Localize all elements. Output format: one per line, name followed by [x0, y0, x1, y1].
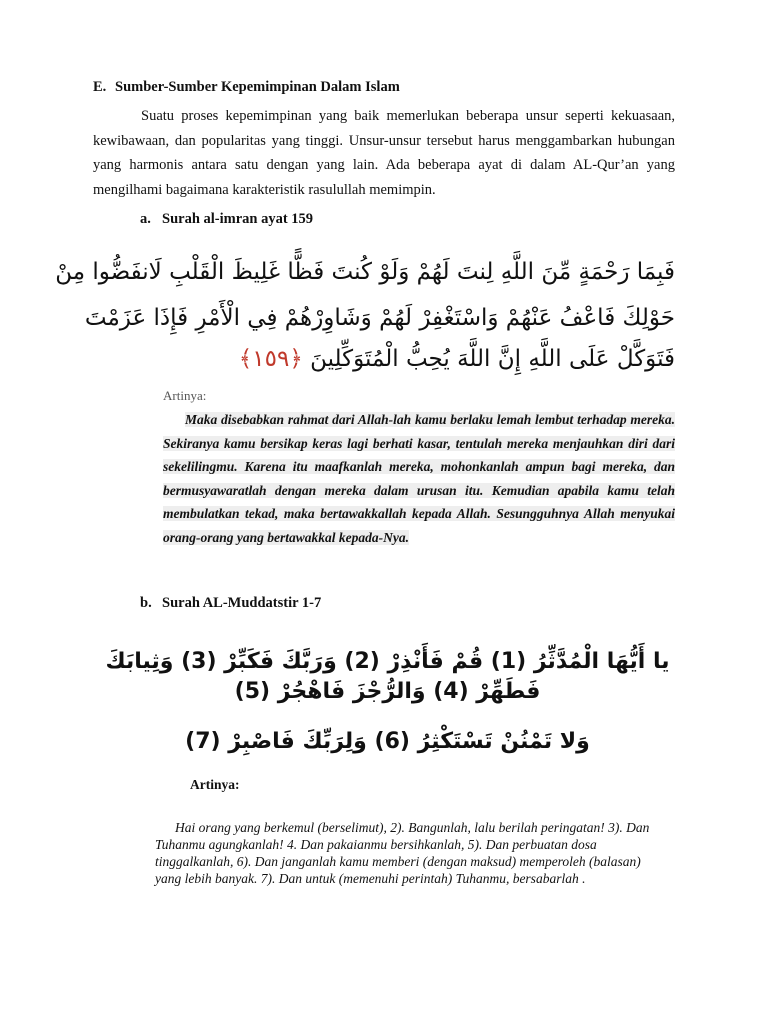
translation-a: [163, 408, 675, 549]
section-letter: E.: [93, 79, 107, 95]
al-imran-line-2: حَوْلِكَ فَاعْفُ عَنْهُمْ وَاسْتَغْفِرْ لَهُمْ وَشَاوِرْهُمْ فِي الْأَمْرِ فَإِذَا عَزَمْتَ: [84, 305, 675, 331]
subsection-b-letter: b.: [140, 595, 152, 611]
subsection-b-heading: [140, 595, 321, 612]
section-title: Sumber-Sumber Kepemimpinan Dalam Islam: [115, 79, 400, 95]
subsection-a-heading: [140, 211, 313, 228]
intro-paragraph: Suatu proses kepemimpinan yang baik memerlukan beberapa unsur seperti kekuasaan, kewibawaan, dan popularitas yang tinggi. Unsur-unsur tersebut harus menggambarkan hubungan yang harmonis antara satu dengan yang lain. Ada beberapa ayat di dalam AL-Qur’an yang mengilhami bagaimana karakteristik rasulullah memimpin.: [93, 108, 675, 198]
artinya-label-a: Artinya:: [163, 388, 207, 403]
al-imran-line-3: [160, 337, 675, 382]
translation-a-text: Maka disebabkan rahmat dari Allah-lah kamu berlaku lemah lembut terhadap mereka. Sekiranya kamu bersikap keras lagi berhati kasar, tentulah mereka menjauhkan diri dari sekelilingmu. Karena itu maafkanlah mereka, mohonkanlah ampun bagi mereka, dan bermusyawaratlah dengan mereka dalam urusan itu. Kemudian apabila kamu telah membulatkan tekad, maka bertawakkallah kepada Allah. Sesungguhnya Allah menyukai orang-orang yang bertawakkal kepada-Nya.: [163, 412, 675, 545]
subsection-b-title: Surah AL-Muddatstir 1-7: [162, 595, 322, 611]
translation-b-text: Hai orang yang berkemul (berselimut), 2). Bangunlah, lalu berilah peringatan! 3). Dan Tuhanmu agungkanlah! 4. Dan pakaianmu bersihkanlah, 5). Dan perbuatan dosa tinggalkanlah, 6). Dan janganlah kamu memberi (dengan maksud) memperoleh (balasan) yang lebih banyak. 7). Dan untuk (memenuhi perintah) Tuhanmu, bersabarlah .: [155, 820, 650, 886]
al-imran-line-1: فَبِمَا رَحْمَةٍ مِّنَ اللَّهِ لِنتَ لَهُمْ وَلَوْ كُنتَ فَظًّا غَلِيظَ الْقَلْبِ لَانفَضُّوا مِنْ: [55, 259, 675, 285]
muddatstir-line-1: يا أَيُّهَا الْمُدَّثِّرُ (1) قُمْ فَأَنْذِرْ (2) وَرَبَّكَ فَكَبِّرْ (3) وَثِيابَكَ فَطَهِّرْ (4) وَالرُّجْزَ فَاهْجُرْ (5): [105, 649, 670, 704]
translation-b: [155, 819, 670, 887]
artinya-label-b: Artinya:: [190, 777, 240, 792]
verse-marker-159: ﴿١٥٩﴾: [238, 346, 303, 372]
muddatstir-line-2: وَلا تَمْنُنْ تَسْتَكْثِرُ (6) وَلِرَبِّكَ فَاصْبِرْ (7): [185, 729, 590, 754]
al-imran-line-3-text: فَتَوَكَّلْ عَلَى اللَّهِ إِنَّ اللَّهَ يُحِبُّ الْمُتَوَكِّلِينَ: [310, 346, 675, 372]
subsection-a-title: Surah al-imran ayat 159: [162, 211, 314, 227]
section-heading: [93, 79, 400, 96]
subsection-a-letter: a.: [140, 211, 151, 227]
